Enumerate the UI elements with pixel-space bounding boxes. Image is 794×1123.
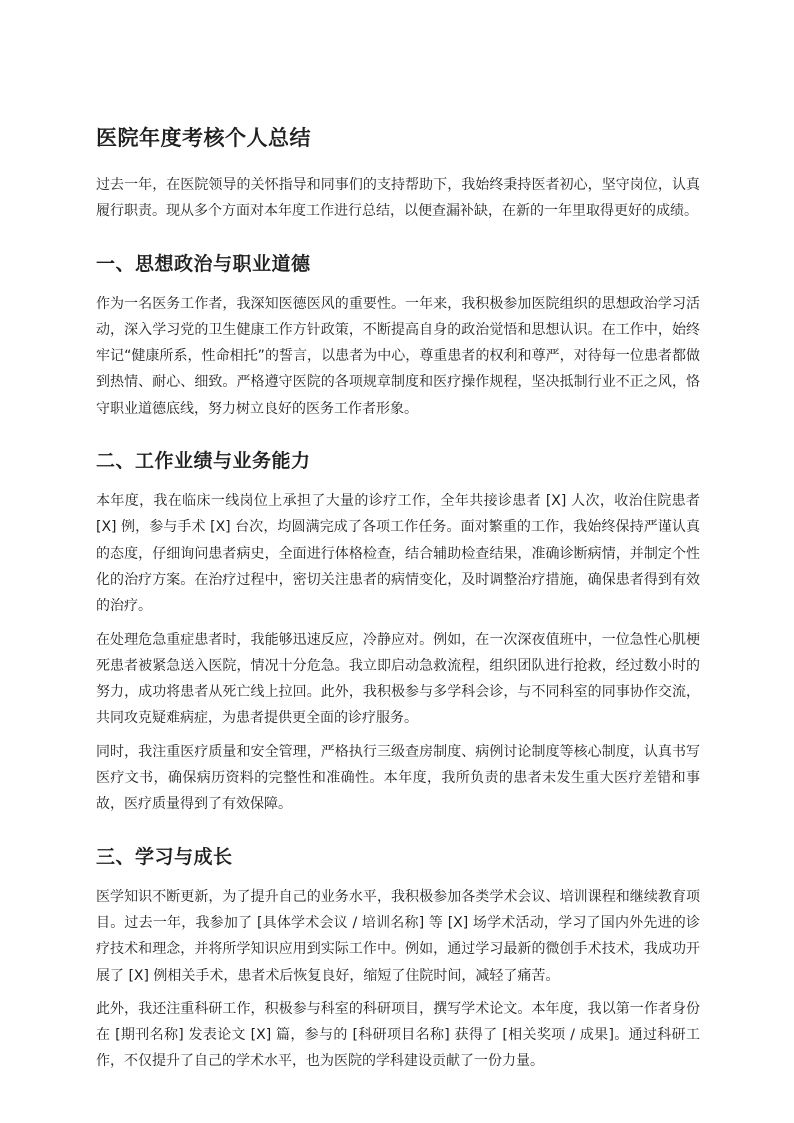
section-paragraph: 本年度，我在临床一线岗位上承担了大量的诊疗工作，全年共接诊患者 [X] 人次，收治住院患者 [X] 例，参与手术 [X] 台次，均圆满完成了各项工作任务。面对繁重的工作，我始终保持严谨认真的态度，仔细询问患者病史，全面进行体格检查，结合辅助检查结果，准确诊断病情，并制定个性化的治疗方案。在治疗过程中，密切关注患者的病情变化，及时调整治疗措施，确保患者得到有效的治疗。 [96, 493, 700, 615]
section-ideology [96, 247, 700, 422]
section-heading: 一、思想政治与职业道德 [96, 252, 311, 275]
section-paragraph: 作为一名医务工作者，我深知医德医风的重要性。一年来，我积极参加医院组织的思想政治学习活动，深入学习党的卫生健康工作方针政策，不断提高自身的政治觉悟和思想认识。在工作中，始终牢记“健康所系，性命相托”的誓言，以患者为中心，尊重患者的权利和尊严，对待每一位患者都做到热情、耐心、细致。严格遵守医院的各项规章制度和医疗操作规程，坚决抵制行业不正之风，恪守职业道德底线，努力树立良好的医务工作者形象。 [96, 295, 700, 417]
page-title: 医院年度考核个人总结 [96, 126, 311, 150]
intro-paragraph: 过去一年，在医院领导的关怀指导和同事们的支持帮助下，我始终秉持医者初心，坚守岗位，认真履行职责。现从多个方面对本年度工作进行总结，以便查漏补缺，在新的一年里取得更好的成绩。 [96, 177, 700, 220]
section-paragraph: 医学知识不断更新，为了提升自己的业务水平，我积极参加各类学术会议、培训课程和继续教育项目。过去一年，我参加了 [具体学术会议 / 培训名称] 等 [X] 场学术活动，学习了国内外先进的诊疗技术和理念，并将所学知识应用到实际工作中。例如，通过学习最新的微创手术技术，我成功开展了 [X] 例相关手术，患者术后恢复良好，缩短了住院时间，减轻了痛苦。 [96, 888, 700, 984]
section-paragraph: 同时，我注重医疗质量和安全管理，严格执行三级查房制度、病例讨论制度等核心制度，认真书写医疗文书，确保病历资料的完整性和准确性。本年度，我所负责的患者未发生重大医疗差错和事故，医疗质量得到了有效保障。 [96, 743, 700, 813]
section-learning [96, 840, 700, 1075]
section-paragraph: 在处理危急重症患者时，我能够迅速反应，冷静应对。例如，在一次深夜值班中，一位急性心肌梗死患者被紧急送入医院，情况十分危急。我立即启动急救流程，组织团队进行抢救，经过数小时的努力，成功将患者从死亡线上拉回。此外，我积极参与多学科会诊，与不同科室的同事协作交流，共同攻克疑难病症，为患者提供更全面的诊疗服务。 [96, 631, 700, 727]
section-heading: 三、学习与成长 [96, 845, 233, 868]
section-heading: 二、工作业绩与业务能力 [96, 450, 311, 473]
section-performance [96, 444, 700, 818]
document-page [96, 118, 700, 1082]
section-paragraph: 此外，我还注重科研工作，积极参与科室的科研项目，撰写学术论文。本年度，我以第一作者身份在 [期刊名称] 发表论文 [X] 篇，参与的 [科研项目名称] 获得了 [相关奖项 / 成果]。通过科研工作，不仅提升了自己的学术水平，也为医院的学科建设贡献了一份力量。 [96, 1000, 700, 1070]
